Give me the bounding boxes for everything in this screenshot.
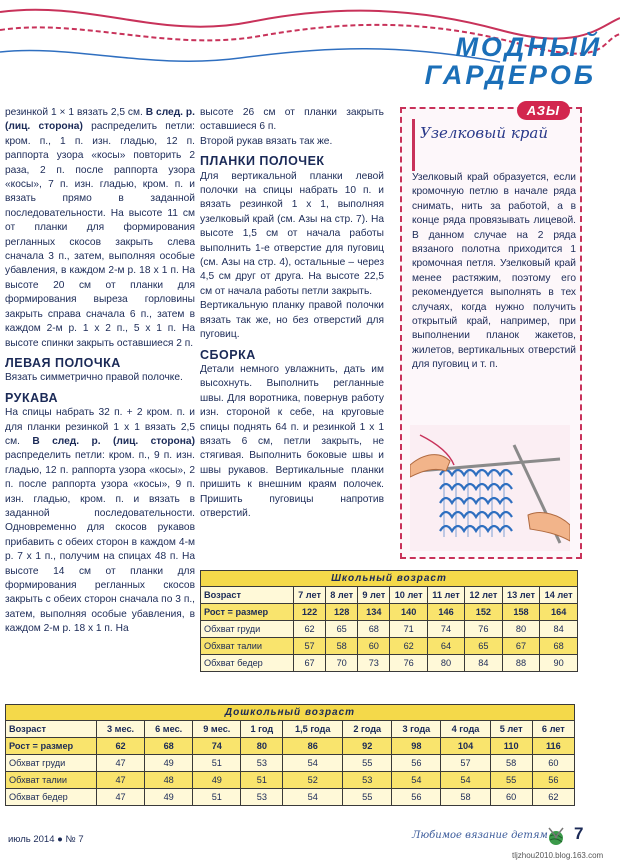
table-header-cell: Возраст	[201, 587, 294, 604]
table-cell: 62	[97, 738, 145, 755]
text-run: распределить петли: кром. п., 9 п. изн. гладью, 12 п. раппорта узора «косы», 2 п. после раппорта узора «косы», 9 п. изн. гладью, кром. п. и вязать в заданной последовательности. Одновременно для скосов рукавов прибавить с обеих сторон в каждом 4-м р. 7 х 1 п., получим на спицах 48 п. На высоте 14 см от планки для формирования регланных скосов закрыть с обеих сторон сначала по 3 п., затем, выполняя особые убавления, в каждом 2-м р. 18 х 1 п. На	[5, 450, 195, 635]
table-cell: 55	[490, 772, 532, 789]
table-cell: 55	[343, 789, 392, 806]
table-cell: 84	[465, 655, 503, 672]
table-header-cell: 5 лет	[490, 721, 532, 738]
table-caption: Дошкольный возраст	[6, 705, 575, 721]
table-cell: 57	[294, 638, 326, 655]
source-watermark: tljzhou2010.blog.163.com	[512, 851, 604, 860]
paragraph-sleeve-end: высоте 26 см от планки закрыть оставшиеся 6 п.	[200, 107, 384, 133]
paragraph-second-sleeve: Второй рукав вязать так же.	[200, 135, 333, 147]
table-cell: 152	[465, 604, 503, 621]
yarn-ball-icon	[545, 826, 567, 846]
table-cell: Рост = размер	[6, 738, 97, 755]
table-cell: 49	[145, 755, 193, 772]
paragraph-left-front: Вязать симметрично правой полочке.	[5, 372, 183, 384]
table-cell: 80	[241, 738, 283, 755]
table-cell: Обхват талии	[201, 638, 294, 655]
text-run-bold: В след. р. (лиц. сторона)	[32, 435, 195, 447]
heading-left-front: ЛЕВАЯ ПОЛОЧКА	[5, 355, 121, 370]
table-cell: 68	[540, 638, 578, 655]
table-cell: 57	[441, 755, 490, 772]
table-header-cell: 3 мес.	[97, 721, 145, 738]
table-cell: Обхват бедер	[201, 655, 294, 672]
table-cell: 51	[193, 755, 241, 772]
table-header-cell: 1,5 года	[283, 721, 343, 738]
table-header-cell: 9 лет	[358, 587, 390, 604]
table-header-cell: 12 лет	[465, 587, 503, 604]
table-cell: Обхват талии	[6, 772, 97, 789]
table-row	[6, 738, 575, 755]
table-cell: 54	[283, 755, 343, 772]
brand-line-2: ГАРДЕРОБ	[424, 60, 596, 90]
table-cell: Обхват бедер	[6, 789, 97, 806]
table-cell: Обхват груди	[6, 755, 97, 772]
table-header-cell: 4 года	[441, 721, 490, 738]
table-cell: 54	[441, 772, 490, 789]
table-row	[201, 621, 578, 638]
table-cell: 60	[358, 638, 390, 655]
magazine-name: Любимое вязание детям	[412, 830, 548, 841]
table-header-cell: 6 лет	[532, 721, 574, 738]
table-cell: 64	[428, 638, 465, 655]
page-number: 7	[574, 824, 584, 843]
basics-sidebar	[400, 103, 582, 559]
table-cell: 73	[358, 655, 390, 672]
table-cell: Рост = размер	[201, 604, 294, 621]
table-cell: 70	[326, 655, 358, 672]
heading-sleeves: РУКАВА	[5, 390, 59, 405]
table-cell: 76	[390, 655, 428, 672]
table-cell: 56	[392, 755, 441, 772]
brand-line-1: МОДНЫЙ	[455, 32, 602, 62]
table-cell: 62	[294, 621, 326, 638]
table-cell: 67	[294, 655, 326, 672]
table-header-cell: 11 лет	[428, 587, 465, 604]
table-header-cell: 9 мес.	[193, 721, 241, 738]
table-cell: 80	[428, 655, 465, 672]
table-cell: 53	[241, 789, 283, 806]
table-cell: 71	[390, 621, 428, 638]
text-column-2	[200, 106, 384, 521]
text-run: распределить петли: кром. п., 1 п. изн. гладью, 12 п. раппорта узора «косы» повторить 2 раза, 2 п. после раппорта узора «косы», 7 п. изн. гладью, кром. п. и вязать прямо в заданной последовательности. На высоте 11 см от планки для формирования регланных скосов закрыть слева сначала 3 п., затем, выполняя особые убавления, в каждом 2-м р. 18 х 1 п. На высоте 20 см от планки для формирования выреза горловины закрыть справа сначала 6 п., затем в каждом 2-м р. 1 х 2 п., 5 х 1 п. На высоте спинки закрыть оставшиеся 2 п.	[5, 121, 196, 349]
table-cell: 76	[465, 621, 503, 638]
table-cell: 90	[540, 655, 578, 672]
table-header-cell: 13 лет	[502, 587, 540, 604]
table-cell: 53	[343, 772, 392, 789]
preschool-size-table	[5, 704, 575, 806]
table-cell: 62	[532, 789, 574, 806]
sidebar-text: Узелковый край образуется, если кромочную петлю в начале ряда снимать, нить за работой, а в конце ряда провязывать лицевой. В данном случае на 2 ряда вязаного полотна приходится 1 кромочная петля. Узелковый край менее растяжим, поэтому его рекомендуется выполнять в тех случаях, когда нужно получить открытый край, например, при выполнении планок жакетов, жилетов, вертикальных отверстий для пуговиц и т. п.	[412, 172, 576, 371]
table-cell: 48	[145, 772, 193, 789]
text-run: На спицы набрать 32 п. + 2 кром. п. и для планки резинкой 1 х 1 вязать 2,5 см.	[5, 407, 195, 447]
issue-info: июль 2014 ● № 7	[8, 834, 84, 845]
table-cell: 128	[326, 604, 358, 621]
table-cell: 67	[502, 638, 540, 655]
paragraph-sleeves	[5, 406, 195, 637]
table-cell: 60	[490, 789, 532, 806]
table-cell: 49	[193, 772, 241, 789]
table-cell: 58	[441, 789, 490, 806]
table-cell: 51	[193, 789, 241, 806]
table-cell: 56	[532, 772, 574, 789]
paragraph-assembly: Детали немного увлажнить, дать им высохнуть. Выполнить регланные швы. Для воротника, повернув работу изн. стороной к себе, на круговые спицы поднять 64 п. и резинкой 1 х 1 вязать 6 см, петли закрыть, не стягивая. Выполнить боковые швы и швы рукавов. Вертикальные планки пришить к внешним краям полочек. Пришить пуговицы напротив отверстий.	[200, 363, 384, 519]
table-cell: 134	[358, 604, 390, 621]
table-header-cell: 2 года	[343, 721, 392, 738]
table-header-cell: 1 год	[241, 721, 283, 738]
table-cell: 84	[540, 621, 578, 638]
paragraph-front-right	[5, 106, 195, 351]
table-row	[201, 655, 578, 672]
table-cell: 62	[390, 638, 428, 655]
heading-assembly: СБОРКА	[200, 347, 256, 362]
table-header-cell: 7 лет	[294, 587, 326, 604]
table-cell: 47	[97, 772, 145, 789]
table-cell: 51	[241, 772, 283, 789]
table-cell: 110	[490, 738, 532, 755]
paragraph-planks-right: Вертикальную планку правой полочки вязать так же, но без отверстий для пуговиц.	[200, 300, 384, 341]
table-cell: 53	[241, 755, 283, 772]
title-accent-bar	[412, 119, 415, 171]
table-cell: 88	[502, 655, 540, 672]
table-cell: 49	[145, 789, 193, 806]
school-size-table	[200, 570, 578, 672]
table-cell: 146	[428, 604, 465, 621]
table-cell: 55	[343, 755, 392, 772]
table-cell: 56	[392, 789, 441, 806]
table-cell: 122	[294, 604, 326, 621]
table-cell: 68	[358, 621, 390, 638]
table-header-cell: 8 лет	[326, 587, 358, 604]
table-cell: 47	[97, 789, 145, 806]
table-row	[201, 638, 578, 655]
table-cell: 54	[283, 789, 343, 806]
table-cell: 164	[540, 604, 578, 621]
table-cell: Обхват груди	[201, 621, 294, 638]
basics-badge: АЗЫ	[517, 101, 570, 120]
table-cell: 140	[390, 604, 428, 621]
table-cell: 47	[97, 755, 145, 772]
knitting-illustration	[410, 425, 570, 551]
heading-planks: ПЛАНКИ ПОЛОЧЕК	[200, 154, 325, 169]
table-header-cell: 10 лет	[390, 587, 428, 604]
table-header-cell: 6 мес.	[145, 721, 193, 738]
paragraph-planks: Для вертикальной планки левой полочки на спицы набрать 10 п. и вязать резинкой 1 х 1, выполняя узелковый край (см. Азы на стр. 7). На высоте 1,5 см от начала работы выполнить 1-е отверстие для пуговиц (см. Азы на стр. 4), остальные – через 4,5 см друг от друга. На высоте 22,5 см от начала работы петли закрыть.	[200, 170, 384, 297]
table-cell: 65	[465, 638, 503, 655]
table-header-cell: Возраст	[6, 721, 97, 738]
text-run: резинкой 1 × 1 вязать 2,5 см.	[5, 107, 146, 118]
table-cell: 116	[532, 738, 574, 755]
table-cell: 104	[441, 738, 490, 755]
table-cell: 80	[502, 621, 540, 638]
table-cell: 60	[532, 755, 574, 772]
sidebar-title: Узелковый край	[420, 124, 548, 142]
table-cell: 74	[428, 621, 465, 638]
table-cell: 158	[502, 604, 540, 621]
table-row	[6, 772, 575, 789]
table-row	[201, 604, 578, 621]
table-cell: 52	[283, 772, 343, 789]
table-cell: 54	[392, 772, 441, 789]
table-header-cell: 14 лет	[540, 587, 578, 604]
table-header-cell: 3 года	[392, 721, 441, 738]
table-cell: 92	[343, 738, 392, 755]
table-cell: 74	[193, 738, 241, 755]
table-cell: 65	[326, 621, 358, 638]
text-column-1	[5, 106, 195, 637]
table-cell: 58	[326, 638, 358, 655]
table-cell: 58	[490, 755, 532, 772]
table-row	[6, 755, 575, 772]
text-run-bold: В след. р. (лиц. сторона)	[5, 107, 195, 133]
table-cell: 68	[145, 738, 193, 755]
table-cell: 98	[392, 738, 441, 755]
table-row	[6, 789, 575, 806]
table-caption: Школьный возраст	[201, 571, 578, 587]
magazine-brand	[425, 34, 602, 89]
table-cell: 86	[283, 738, 343, 755]
